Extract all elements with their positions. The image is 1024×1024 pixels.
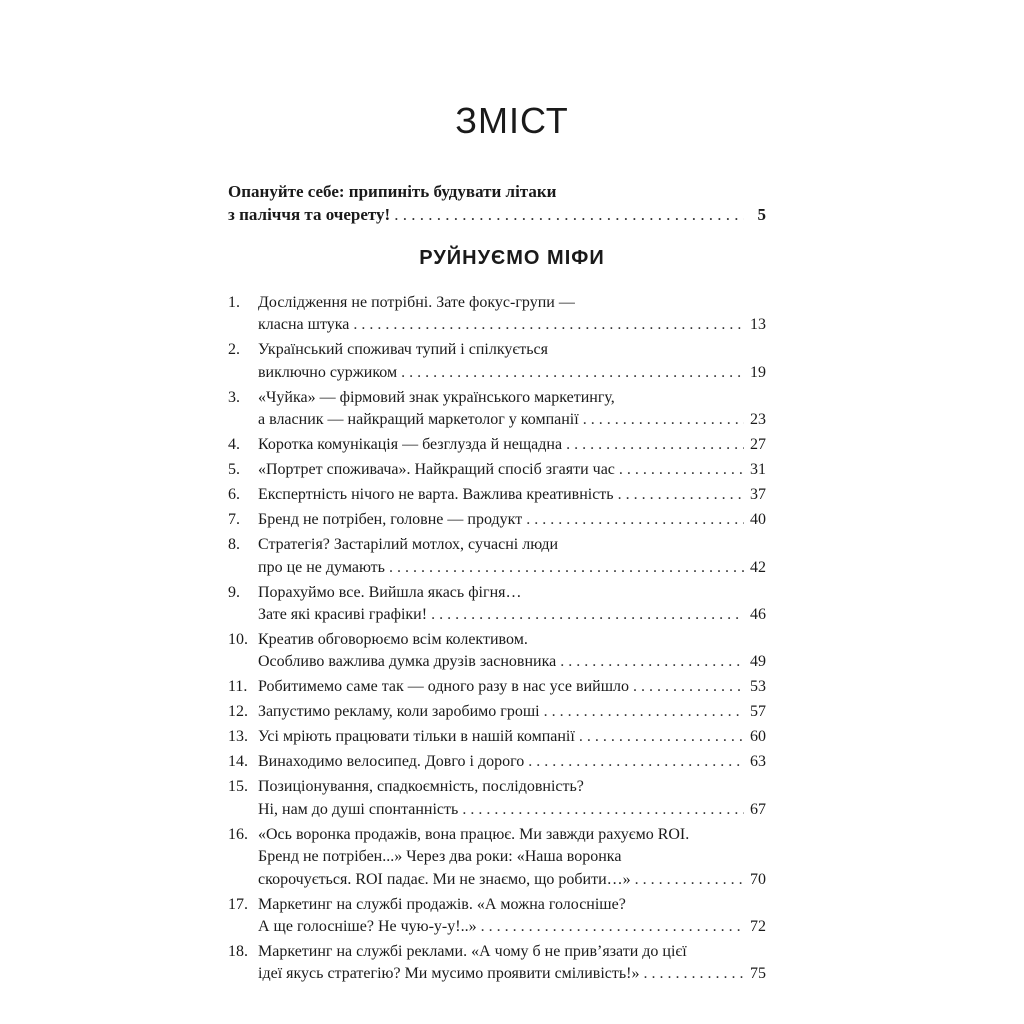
entry-number: 17.	[228, 895, 248, 913]
toc-entry[interactable]	[228, 751, 766, 773]
dot-leader	[431, 604, 744, 626]
entry-last-line	[258, 701, 766, 723]
entry-last-line	[258, 509, 766, 531]
entry-line: а власник — найкращий маркетолог у компанії	[258, 411, 579, 429]
dot-leader	[389, 557, 744, 579]
toc-entry[interactable]	[228, 726, 766, 748]
dot-leader	[544, 701, 744, 723]
entry-last-line	[258, 916, 766, 938]
toc-entry[interactable]	[228, 292, 766, 337]
entry-line: Стратегія? Застарілий мотлох, сучасні люди	[258, 536, 559, 554]
entry-line: виключно суржиком	[258, 363, 398, 381]
entry-number: 16.	[228, 825, 248, 843]
page-number: 63	[750, 753, 766, 771]
page-number: 37	[750, 486, 766, 504]
entry-number: 5.	[228, 461, 240, 479]
page-title: ЗМІСТ	[455, 100, 569, 141]
dot-leader	[401, 362, 744, 384]
dot-leader	[618, 484, 744, 506]
entry-last-line	[258, 557, 766, 579]
entry-line: Бренд не потрібен...» Через два роки: «Наша воронка	[258, 848, 622, 866]
entry-number: 8.	[228, 536, 240, 554]
entry-line: скорочується. ROI падає. Ми не знаємо, що робити…»	[258, 870, 631, 888]
entry-line: Бренд не потрібен, головне — продукт	[258, 511, 523, 529]
entry-number: 4.	[228, 436, 240, 454]
intro-entry[interactable]	[228, 180, 766, 226]
toc-entry[interactable]	[228, 629, 766, 674]
page-number: 53	[750, 678, 766, 696]
entry-line: класна штука	[258, 316, 350, 334]
page-number: 27	[750, 436, 766, 454]
dot-leader	[644, 963, 745, 985]
entry-line: про це не думають	[258, 558, 385, 576]
toc-entry[interactable]	[228, 824, 766, 891]
dot-leader	[566, 434, 744, 456]
toc-entry[interactable]	[228, 459, 766, 481]
entry-line: Креатив обговорюємо всім колективом.	[258, 631, 528, 649]
toc-list	[228, 292, 766, 988]
entry-last-line	[258, 362, 766, 384]
dot-leader	[481, 916, 744, 938]
page-number: 19	[750, 363, 766, 381]
entry-line: А ще голосніше? Не чую-у-у!..»	[258, 918, 477, 936]
entry-line: Ні, нам до душі спонтанність	[258, 800, 459, 818]
toc-entry[interactable]	[228, 534, 766, 579]
entry-last-line	[258, 963, 766, 985]
entry-number: 14.	[228, 753, 248, 771]
toc-entry[interactable]	[228, 894, 766, 939]
dot-leader	[462, 799, 744, 821]
entry-line: «Портрет споживача». Найкращий спосіб згаяти час	[258, 461, 615, 479]
entry-last-line	[258, 651, 766, 673]
dot-leader	[528, 751, 744, 773]
dot-leader	[560, 651, 744, 673]
intro-line: з паліччя та очерету!	[228, 205, 391, 224]
page-number: 40	[750, 511, 766, 529]
page-number: 60	[750, 728, 766, 746]
entry-line: Особливо важлива думка друзів засновника	[258, 653, 557, 671]
entry-number: 3.	[228, 388, 240, 406]
entry-line: «Ось воронка продажів, вона працює. Ми завжди рахуємо ROI.	[258, 825, 690, 843]
toc-entry[interactable]	[228, 434, 766, 456]
toc-entry[interactable]	[228, 941, 766, 986]
page-number: 72	[750, 918, 766, 936]
page-number: 67	[750, 800, 766, 818]
entry-number: 6.	[228, 486, 240, 504]
dot-leader	[353, 314, 744, 336]
entry-last-line	[258, 459, 766, 481]
entry-number: 18.	[228, 943, 248, 961]
entry-line: Коротка комунікація — безглузда й нещадна	[258, 436, 563, 454]
toc-entry[interactable]	[228, 339, 766, 384]
dot-leader	[394, 203, 744, 226]
entry-last-line	[258, 799, 766, 821]
dot-leader	[619, 459, 744, 481]
entry-line: ідеї якусь стратегію? Ми мусимо проявити сміливість!»	[258, 965, 640, 983]
entry-line: Порахуймо все. Вийшла якась фігня…	[258, 583, 522, 601]
entry-line: Маркетинг на службі продажів. «А можна голосніше?	[258, 895, 626, 913]
entry-last-line	[258, 869, 766, 891]
entry-last-line	[258, 751, 766, 773]
intro-line: Опануйте себе: припиніть будувати літаки	[228, 182, 557, 201]
entry-last-line	[258, 604, 766, 626]
page-number: 23	[750, 411, 766, 429]
page-number: 57	[750, 703, 766, 721]
page-number: 13	[750, 316, 766, 334]
entry-last-line	[258, 434, 766, 456]
entry-line: Запустимо рекламу, коли заробимо гроші	[258, 703, 540, 721]
entry-last-line	[258, 409, 766, 431]
toc-entry[interactable]	[228, 776, 766, 821]
entry-number: 10.	[228, 631, 248, 649]
page-number: 75	[750, 965, 766, 983]
entry-number: 15.	[228, 778, 248, 796]
dot-leader	[633, 676, 744, 698]
page-number: 46	[750, 606, 766, 624]
entry-line: «Чуйка» — фірмовий знак українського маркетингу,	[258, 388, 615, 406]
toc-entry[interactable]	[228, 676, 766, 698]
entry-last-line	[258, 484, 766, 506]
toc-entry[interactable]	[228, 387, 766, 432]
page-number: 49	[750, 653, 766, 671]
page-number: 42	[750, 558, 766, 576]
entry-number: 12.	[228, 703, 248, 721]
intro-last-line	[228, 203, 766, 226]
entry-last-line	[258, 726, 766, 748]
dot-leader	[526, 509, 744, 531]
entry-line: Експертність нічого не варта. Важлива креативність	[258, 486, 614, 504]
entry-number: 7.	[228, 511, 240, 529]
entry-line: Позиціонування, спадкоємність, послідовність?	[258, 778, 584, 796]
dot-leader	[583, 409, 744, 431]
entry-number: 13.	[228, 728, 248, 746]
dot-leader	[579, 726, 744, 748]
entry-last-line	[258, 676, 766, 698]
page-number: 5	[757, 205, 766, 224]
entry-line: Український споживач тупий і спілкується	[258, 341, 549, 359]
entry-last-line	[258, 314, 766, 336]
entry-number: 9.	[228, 583, 240, 601]
page-number: 70	[750, 870, 766, 888]
dot-leader	[635, 869, 744, 891]
entry-line: Дослідження не потрібні. Зате фокус-групи —	[258, 294, 575, 311]
toc-entry[interactable]	[228, 582, 766, 627]
entry-line: Винаходимо велосипед. Довго і дорого	[258, 753, 525, 771]
page-number: 31	[750, 461, 766, 479]
entry-line: Робитимемо саме так — одного разу в нас усе вийшло	[258, 678, 629, 696]
entry-line: Усі мріють працювати тільки в нашій компанії	[258, 728, 575, 746]
toc-entry[interactable]	[228, 509, 766, 531]
entry-number: 11.	[228, 678, 248, 696]
entry-number: 2.	[228, 341, 240, 359]
toc-entry[interactable]	[228, 484, 766, 506]
toc-entry[interactable]	[228, 701, 766, 723]
entry-number: 1.	[228, 294, 240, 311]
entry-line: Зате які красиві графіки!	[258, 606, 428, 624]
entry-line: Маркетинг на службі реклами. «А чому б не прив’язати до цієї	[258, 943, 687, 961]
section-title: РУЙНУЄМО МІФИ	[419, 247, 605, 269]
